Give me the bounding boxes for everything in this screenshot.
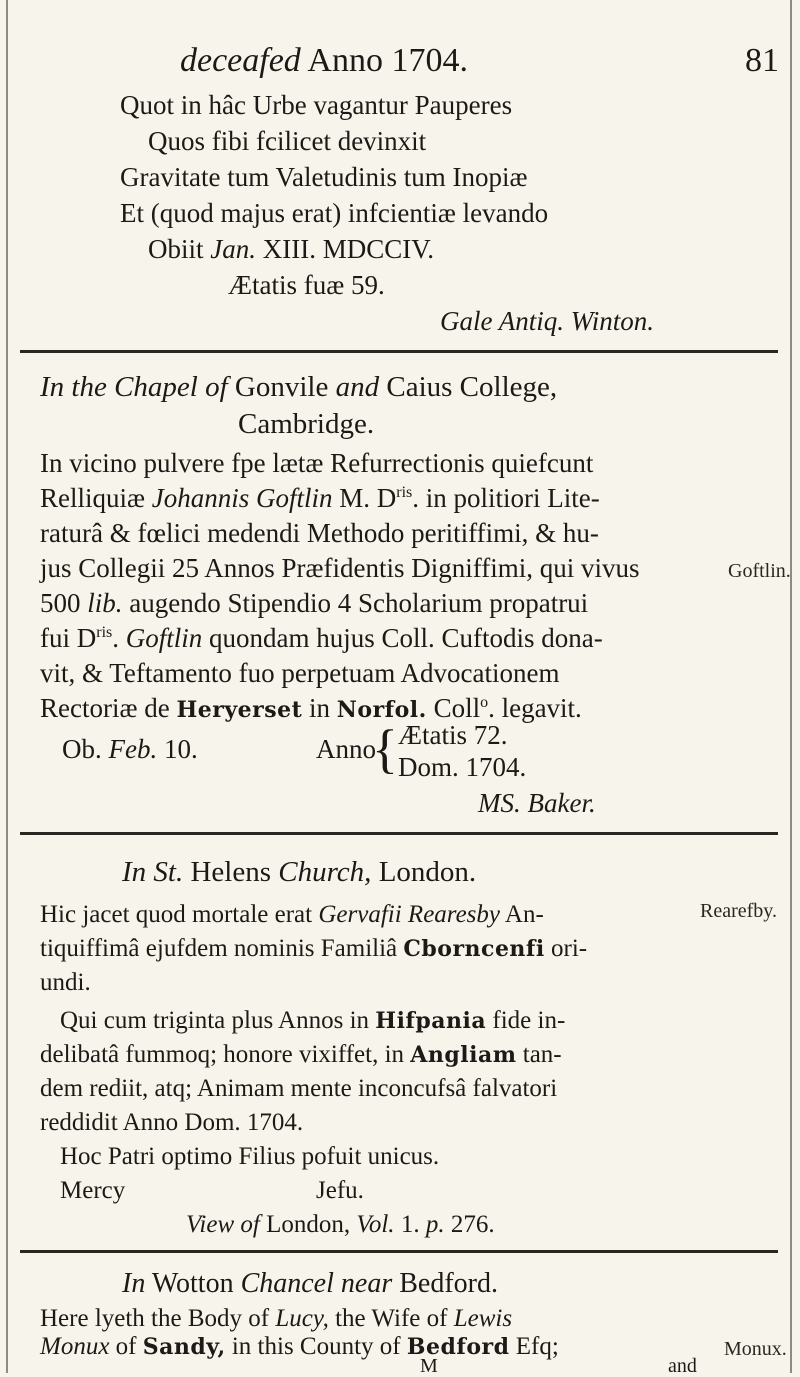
source-citation: View of London, Vol. 1. p. 276.: [186, 1211, 495, 1238]
source-citation: MS. Baker.: [478, 788, 596, 818]
page-edge-right: [790, 0, 792, 1373]
inscription-line: dem rediit, atq; Animam mente inconcufsâ falvatori: [40, 1075, 558, 1102]
section-heading: In Wotton Chancel near Bedford.: [122, 1268, 498, 1299]
brace-glyph: {: [372, 719, 398, 779]
dom-value: Dom. 1704.: [398, 752, 527, 782]
section-heading-line2: Cambridge.: [238, 408, 375, 440]
running-title: deceafed Anno 1704.: [180, 42, 468, 79]
inscription-line: Qui cum triginta plus Annos in Hifpania fide in-: [60, 1007, 566, 1034]
signature-mark: M: [420, 1355, 438, 1377]
inscription-line: reddidit Anno Dom. 1704.: [40, 1109, 304, 1136]
inscription-line: 500 lib. augendo Stipendio 4 Scholarium propatrui: [40, 588, 589, 618]
margin-note: Monux.: [724, 1338, 787, 1360]
page-number: 81: [745, 42, 779, 79]
inscription-line: delibatâ fummoq; honore vixiffet, in Angliam tan-: [40, 1041, 562, 1068]
section-divider: [20, 832, 778, 835]
inscription-line: Hoc Patri optimo Filius pofuit unicus.: [60, 1143, 440, 1170]
inscription-line: Hic jacet quod mortale erat Gervafii Rearesby An-: [40, 901, 544, 928]
anno-label: Anno: [316, 734, 376, 764]
inscription-line: vit, & Teftamento fuo perpetuam Advocationem: [40, 658, 560, 688]
epitaph-line: Gravitate tum Valetudinis tum Inopiæ: [120, 162, 528, 192]
epitaph-line: Et (quod majus erat) infcientiæ levando: [120, 198, 549, 228]
inscription-line: In vicino pulvere fpe lætæ Refurrectionis quiefcunt: [40, 448, 594, 478]
inscription-line: Here lyeth the Body of Lucy, the Wife of Lewis: [40, 1305, 513, 1332]
margin-note: Goftlin.: [728, 560, 791, 582]
obit-date: Ob. Feb. 10.: [62, 734, 198, 764]
obiit-line: Obiit Jan. XIII. MDCCIV.: [148, 234, 435, 264]
margin-note: Rearefby.: [700, 900, 777, 922]
epitaph-line: Quos fibi fcilicet devinxit: [148, 126, 427, 156]
page-edge-left: [6, 0, 8, 1373]
aetatis-line: Ætatis fuæ 59.: [228, 270, 385, 300]
section-divider: [20, 350, 778, 353]
inscription-line: undi.: [40, 969, 91, 996]
section-heading: In the Chapel of Gonvile and Caius College,: [40, 371, 558, 403]
inscription-line: jus Collegii 25 Annos Præfidentis Digniffimi, qui vivus: [40, 553, 640, 583]
jesu-word: Jefu.: [316, 1177, 364, 1204]
inscription-line: raturâ & fœlici medendi Methodo peritiffimi, & hu-: [40, 518, 599, 548]
inscription-line: tiquiffimâ ejufdem nominis Familiâ Cborncenfi ori-: [40, 935, 588, 962]
aetatis-value: Ætatis 72.: [398, 720, 508, 750]
section-divider: [20, 1250, 778, 1253]
inscription-line: Relliquiæ Johannis Goftlin M. $D^{ris}$. in politiori Lite-: [40, 483, 600, 513]
inscription-line: Rectoriæ de Heryerset in Norfol. Coll$^o$. legavit.: [40, 693, 582, 723]
mercy-word: Mercy: [60, 1177, 126, 1204]
inscription-line: fui $D^{ris}$. Goftlin quondam hujus Coll. Cuftodis dona-: [40, 623, 603, 653]
source-citation: Gale Antiq. Winton.: [440, 306, 654, 336]
inscription-line: Monux of Sandy, in this County of Bedford Efq;: [40, 1333, 559, 1360]
section-heading: In St. Helens Church, London.: [122, 856, 477, 888]
catchword: and: [668, 1355, 697, 1377]
epitaph-line: Quot in hâc Urbe vagantur Pauperes: [120, 90, 513, 120]
